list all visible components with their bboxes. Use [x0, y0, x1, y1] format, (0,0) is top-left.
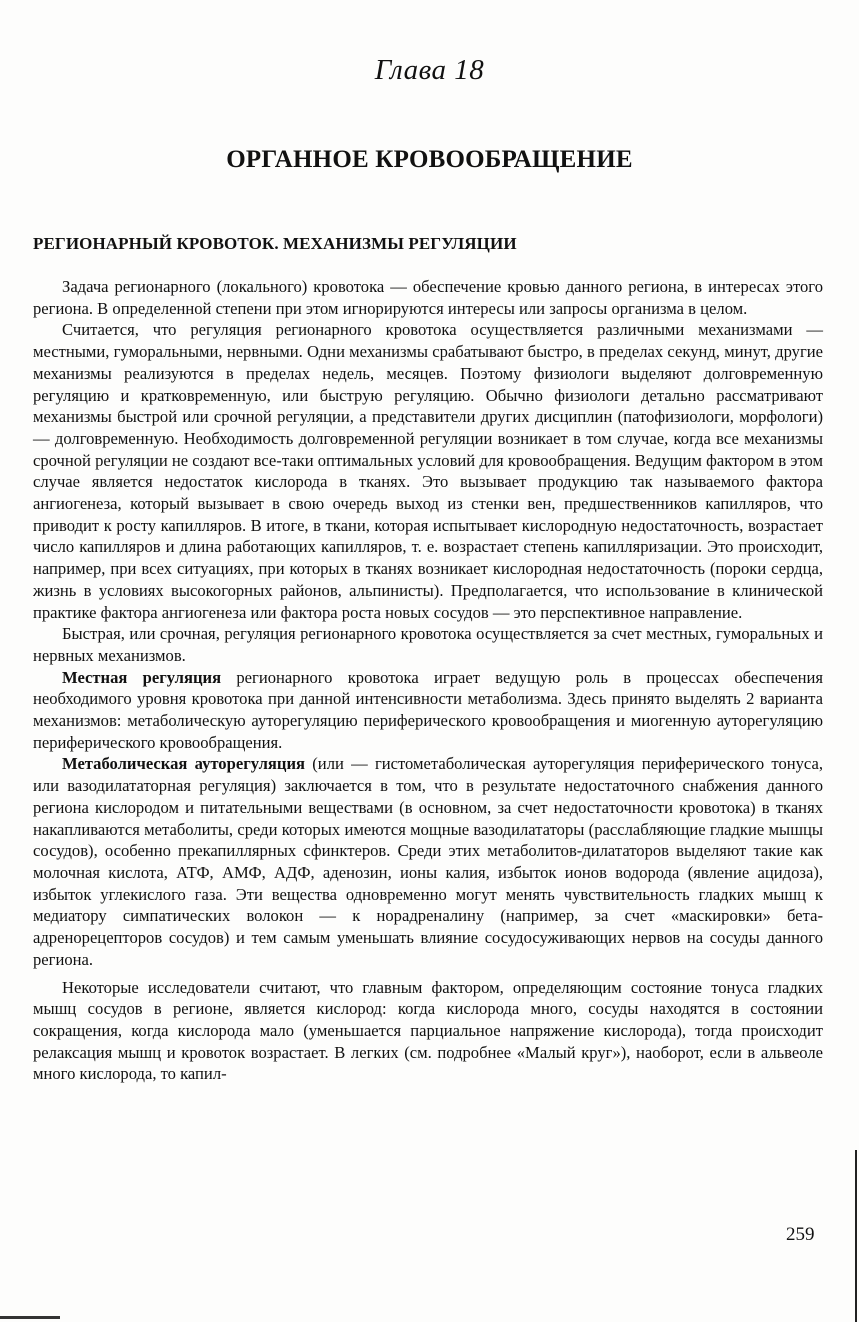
term-local-regulation: Местная регуляция — [62, 667, 222, 687]
section-heading: РЕГИОНАРНЫЙ КРОВОТОК. МЕХАНИЗМЫ РЕГУЛЯЦИИ — [33, 234, 517, 253]
body-text — [33, 276, 823, 1085]
paragraph-5-text: (или — гистометаболическая ауторегуляция периферического тонуса, или вазодилататорная регуляция) заключается в том, что в результате недостаточного снабжения данного региона кислородом и питательными веществами (в основном, за счет недостаточности кровотока) в тканях накапливаются метаболиты, среди которых имеются мощные вазодилататоры (расслабляющие гладкие мышцы сосудов), особенно прекапиллярных сфинктеров. Среди этих метаболитов-дилататоров выделяют такие как молочная кислота, АТФ, АМФ, АДФ, аденозин, ионы калия, избыток ионов водорода (явление ацидоза), избыток углекислого газа. Эти вещества одновременно могут менять чувствительность гладких мышц к медиатору симпатических волокон — к норадреналину (например, за счет «маскировки» бета-адренорецепторов сосудов) и тем самым уменьшать влияние сосудосуживающих нервов на сосуды данного региона. — [33, 754, 823, 969]
paragraph-1: Задача регионарного (локального) кровотока — обеспечение кровью данного региона, в интересах этого региона. В определенной степени при этом игнорируются интересы или запросы организма в целом. — [33, 277, 823, 318]
term-metabolic-autoregulation: Метаболическая ауторегуляция — [62, 754, 306, 774]
scan-edge-line — [855, 1150, 857, 1322]
paragraph-5 — [33, 753, 823, 970]
page-number: 259 — [786, 1224, 815, 1245]
paragraph-4 — [33, 667, 823, 754]
paragraph-4-text: регионарного кровотока играет ведущую роль в процессах обеспечения необходимого уровня кровотока при данной интенсивности метаболизма. Здесь принято выделять 2 варианта механизмов: метаболическую ауторегуляцию периферического кровообращения и миогенную ауторегуляцию периферического кровообращения. — [33, 667, 823, 752]
chapter-label: Глава 18 — [374, 54, 485, 86]
chapter-title: ОРГАННОЕ КРОВООБРАЩЕНИЕ — [226, 146, 633, 173]
paragraph-6: Некоторые исследователи считают, что главным фактором, определяющим состояние тонуса гладких мышц сосудов в регионе, является кислород: когда кислорода много, сосуды находятся в состоянии сокращения, когда кислорода мало (уменьшается парциальное напряжение кислорода), тогда происходит релаксация мышц и кровоток возрастает. В легких (см. подробнее «Малый круг»), наоборот, если в альвеоле много кислорода, то капил- — [33, 977, 823, 1084]
paragraph-2: Считается, что регуляция регионарного кровотока осуществляется различными механизмами — местными, гуморальными, нервными. Одни механизмы срабатывают быстро, в пределах секунд, минут, другие механизмы реализуются в пределах недель, месяцев. Поэтому физиологи выделяют долговременную регуляцию и кратковременную, или быструю регуляцию. Обычно физиологи детально рассматривают механизмы быстрой или срочной регуляции, а представители других дисциплин (патофизиологи, морфологи) — долговременную. Необходимость долговременной регуляции возникает в том случае, когда все механизмы срочной регуляции не создают все-таки оптимальных условий для кровообращения. Ведущим фактором в этом случае является недостаток кислорода в тканях. Это вызывает продукцию так называемого фактора ангиогенеза, который вызывает в свою очередь выход из стенки вен, предшественников капилляров, что приводит к росту капилляров. В итоге, в ткани, которая испытывает кислородную недостаточность, возрастает число капилляров и длина работающих капилляров, т. е. возрастает степень капилляризации. Это происходит, например, при всех ситуациях, при которых в тканях возникает кислородная недостаточность (пороки сердца, жизнь в условиях высокогорных районов, альпинисты). Предполагается, что использование в клинической практике фактора ангиогенеза или фактора роста новых сосудов — это перспективное направление. — [33, 320, 823, 622]
paragraph-3: Быстрая, или срочная, регуляция регионарного кровотока осуществляется за счет местных, гуморальных и нервных механизмов. — [33, 624, 823, 665]
scan-bottom-mark — [0, 1316, 60, 1319]
